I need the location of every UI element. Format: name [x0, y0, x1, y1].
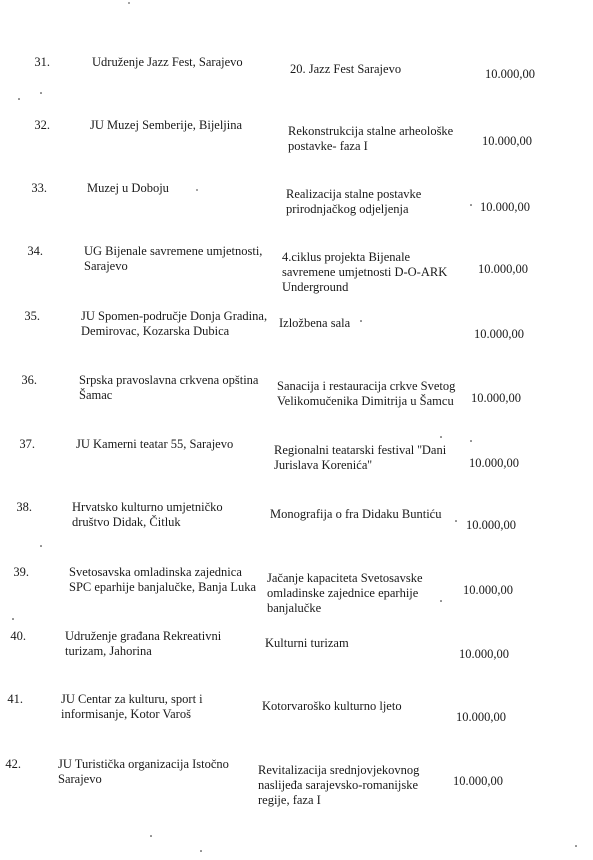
row-number: 31.	[34, 55, 50, 69]
project-line: Realizacija stalne postavke	[286, 187, 422, 201]
scan-speck	[440, 436, 442, 438]
scan-speck	[40, 92, 42, 94]
scan-speck	[575, 845, 577, 847]
scan-speck	[18, 98, 20, 100]
organization-name	[58, 757, 229, 787]
organization-name	[92, 55, 243, 70]
row-number: 35.	[24, 309, 40, 323]
row-number: 40.	[10, 629, 26, 643]
project-line: prirodnjačkog odjeljenja	[286, 202, 409, 216]
row-number: 32.	[34, 118, 50, 132]
project-line: Sanacija i restauracija crkve Svetog	[277, 379, 456, 393]
organization-name	[84, 244, 262, 274]
organization-line: Muzej u Doboju	[87, 181, 169, 195]
scan-speck	[12, 618, 14, 620]
project-line: banjalučke	[267, 601, 322, 615]
project-name	[270, 507, 441, 522]
organization-name	[81, 309, 267, 339]
project-line: 20. Jazz Fest Sarajevo	[290, 62, 402, 76]
amount: 10.000,00	[474, 327, 524, 341]
organization-line: Svetosavska omladinska zajednica	[69, 565, 242, 579]
amount: 10.000,00	[456, 710, 506, 724]
project-name	[277, 379, 455, 409]
scan-speck	[196, 189, 198, 191]
organization-line: JU Spomen-područje Donja Gradina,	[81, 309, 268, 323]
project-line: postavke- faza I	[288, 139, 368, 153]
scan-speck	[440, 600, 442, 602]
project-line: Revitalizacija srednjovjekovnog	[258, 763, 420, 777]
project-name	[288, 124, 453, 154]
organization-name	[79, 373, 258, 403]
project-name	[265, 636, 349, 651]
row-number: 38.	[16, 500, 32, 514]
project-line: Monografija o fra Didaku Buntiću	[270, 507, 442, 521]
organization-line: Sarajevo	[58, 772, 102, 786]
organization-line: SPC eparhije banjalučke, Banja Luka	[69, 580, 257, 594]
amount: 10.000,00	[453, 774, 503, 788]
row-number: 34.	[27, 244, 43, 258]
organization-line: JU Kamerni teatar 55, Sarajevo	[76, 437, 234, 451]
project-line: regije, faza I	[258, 793, 321, 807]
project-name	[279, 316, 350, 331]
project-line: Izložbena sala	[279, 316, 351, 330]
row-number: 33.	[31, 181, 47, 195]
amount: 10.000,00	[480, 200, 530, 214]
organization-name	[72, 500, 223, 530]
row-number: 37.	[19, 437, 35, 451]
amount: 10.000,00	[478, 262, 528, 276]
organization-name	[87, 181, 169, 196]
amount: 10.000,00	[471, 391, 521, 405]
organization-name	[76, 437, 233, 452]
project-line: Jačanje kapaciteta Svetosavske	[267, 571, 423, 585]
amount: 10.000,00	[459, 647, 509, 661]
project-line: naslijeđa sarajevsko-romanijske	[258, 778, 419, 792]
project-line: Kulturni turizam	[265, 636, 349, 650]
amount: 10.000,00	[482, 134, 532, 148]
organization-line: društvo Didak, Čitluk	[72, 515, 181, 529]
scan-speck	[200, 850, 202, 852]
project-name	[290, 62, 401, 77]
scan-speck	[470, 204, 472, 206]
organization-line: Šamac	[79, 388, 113, 402]
amount: 10.000,00	[466, 518, 516, 532]
project-line: Kotorvaroško kulturno ljeto	[262, 699, 402, 713]
organization-name	[65, 629, 221, 659]
organization-line: informisanje, Kotor Varoš	[61, 707, 191, 721]
project-line: Velikomučenika Dimitrija u Šamcu	[277, 394, 454, 408]
project-line: Rekonstrukcija stalne arheološke	[288, 124, 454, 138]
organization-name	[90, 118, 242, 133]
project-line: savremene umjetnosti D-O-ARK	[282, 265, 448, 279]
scan-speck	[470, 440, 472, 442]
organization-name	[69, 565, 256, 595]
project-name	[262, 699, 402, 714]
project-line: omladinske zajednice eparhije	[267, 586, 419, 600]
organization-line: JU Muzej Semberije, Bijeljina	[90, 118, 243, 132]
organization-line: Hrvatsko kulturno umjetničko	[72, 500, 223, 514]
project-name	[282, 250, 447, 295]
organization-name	[61, 692, 203, 722]
organization-line: turizam, Jahorina	[65, 644, 152, 658]
scan-speck	[150, 835, 152, 837]
project-line: Jurislava Korenića''	[274, 458, 372, 472]
organization-line: Udruženje Jazz Fest, Sarajevo	[92, 55, 243, 69]
project-name	[286, 187, 421, 217]
project-name	[267, 571, 423, 616]
project-line: 4.ciklus projekta Bijenale	[282, 250, 411, 264]
organization-line: Demirovac, Kozarska Dubica	[81, 324, 230, 338]
organization-line: JU Turistička organizacija Istočno	[58, 757, 229, 771]
scan-speck	[128, 2, 130, 4]
scan-speck	[360, 320, 362, 322]
scan-speck	[40, 545, 42, 547]
organization-line: Srpska pravoslavna crkvena opština	[79, 373, 259, 387]
row-number: 36.	[21, 373, 37, 387]
organization-line: JU Centar za kulturu, sport i	[61, 692, 203, 706]
amount: 10.000,00	[485, 67, 535, 81]
row-number: 41.	[7, 692, 23, 706]
organization-line: Udruženje građana Rekreativni	[65, 629, 222, 643]
project-line: Regionalni teatarski festival ''Dani	[274, 443, 447, 457]
row-number: 42.	[5, 757, 21, 771]
scan-speck	[455, 520, 457, 522]
organization-line: Sarajevo	[84, 259, 128, 273]
amount: 10.000,00	[469, 456, 519, 470]
row-number: 39.	[13, 565, 29, 579]
project-line: Underground	[282, 280, 349, 294]
project-name	[258, 763, 419, 808]
amount: 10.000,00	[463, 583, 513, 597]
project-name	[274, 443, 446, 473]
organization-line: UG Bijenale savremene umjetnosti,	[84, 244, 263, 258]
